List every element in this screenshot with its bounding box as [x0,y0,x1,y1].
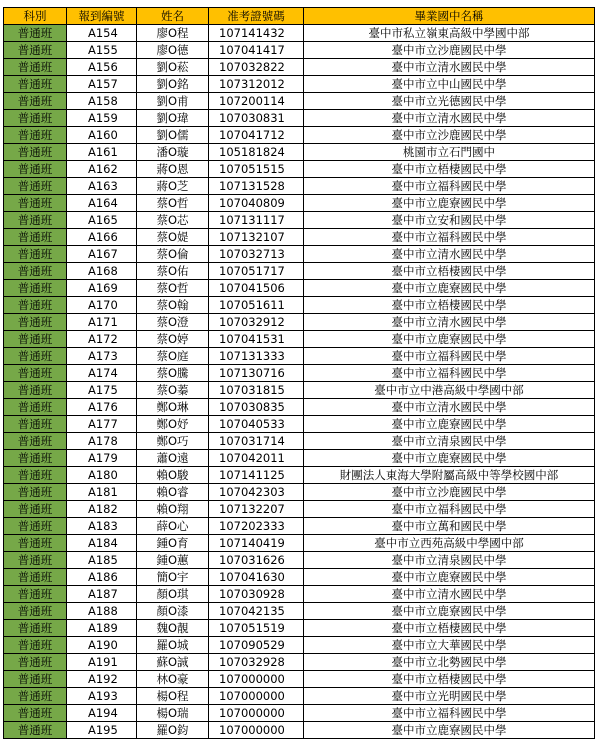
exam-number-cell: 107032928 [209,654,304,671]
table-row [4,195,595,212]
student-name-cell: 楊O程 [137,688,209,705]
department-cell: 普通班 [4,110,67,127]
student-name-cell: 蔡O庭 [137,348,209,365]
exam-number-cell: 107131528 [209,178,304,195]
school-name-cell: 臺中市立安和國民中學 [304,212,595,229]
student-name-cell: 蔡O倫 [137,246,209,263]
exam-number-cell: 107132207 [209,501,304,518]
school-name-cell: 臺中市立福科國民中學 [304,229,595,246]
exam-number-cell: 107000000 [209,722,304,739]
school-name-cell: 臺中市立光明國民中學 [304,688,595,705]
department-cell: 普通班 [4,382,67,399]
exam-number-cell: 107130716 [209,365,304,382]
student-name-cell: 薛O心 [137,518,209,535]
school-name-cell: 臺中市立梧棲國民中學 [304,161,595,178]
school-name-cell: 臺中市立梧棲國民中學 [304,620,595,637]
school-name-cell: 財團法人東海大學附屬高級中等學校國中部 [304,467,595,484]
registration-table [3,7,595,739]
table-row [4,484,595,501]
department-cell: 普通班 [4,144,67,161]
student-name-cell: 魏O靚 [137,620,209,637]
check-in-number-cell: A169 [67,280,137,297]
table-row [4,161,595,178]
exam-number-cell: 107041712 [209,127,304,144]
table-row [4,212,595,229]
school-name-cell: 臺中市立鹿寮國民中學 [304,280,595,297]
school-name-cell: 臺中市私立嶺東高級中學國中部 [304,25,595,42]
student-name-cell: 羅O鈞 [137,722,209,739]
check-in-number-cell: A156 [67,59,137,76]
school-name-cell: 臺中市立清水國民中學 [304,246,595,263]
check-in-number-cell: A179 [67,450,137,467]
department-cell: 普通班 [4,297,67,314]
exam-number-cell: 107042011 [209,450,304,467]
school-name-cell: 臺中市立福科國民中學 [304,705,595,722]
student-name-cell: 劉O銘 [137,76,209,93]
check-in-number-cell: A177 [67,416,137,433]
table-row [4,110,595,127]
table-row [4,705,595,722]
department-cell: 普通班 [4,688,67,705]
exam-number-cell: 107041531 [209,331,304,348]
check-in-number-cell: A189 [67,620,137,637]
exam-number-cell: 107000000 [209,688,304,705]
exam-number-cell: 107051519 [209,620,304,637]
table-row [4,280,595,297]
department-cell: 普通班 [4,484,67,501]
table-row [4,127,595,144]
table-row [4,603,595,620]
table-row [4,348,595,365]
exam-number-cell: 107031714 [209,433,304,450]
department-cell: 普通班 [4,586,67,603]
department-cell: 普通班 [4,229,67,246]
student-name-cell: 廖O程 [137,25,209,42]
exam-number-cell: 107041417 [209,42,304,59]
table-row [4,518,595,535]
check-in-number-cell: A166 [67,229,137,246]
department-cell: 普通班 [4,399,67,416]
table-body [4,25,595,739]
header-name: 姓名 [137,8,209,25]
student-name-cell: 賴O睿 [137,484,209,501]
table-row [4,263,595,280]
table-row [4,178,595,195]
department-cell: 普通班 [4,637,67,654]
check-in-number-cell: A163 [67,178,137,195]
table-row [4,297,595,314]
student-name-cell: 鄭O巧 [137,433,209,450]
student-name-cell: 蔡O澄 [137,314,209,331]
check-in-number-cell: A157 [67,76,137,93]
exam-number-cell: 107031626 [209,552,304,569]
exam-number-cell: 107090529 [209,637,304,654]
check-in-number-cell: A181 [67,484,137,501]
school-name-cell: 臺中市立沙鹿國民中學 [304,127,595,144]
student-name-cell: 蔡O哲 [137,280,209,297]
department-cell: 普通班 [4,467,67,484]
table-row [4,382,595,399]
department-cell: 普通班 [4,501,67,518]
school-name-cell: 臺中市立北勢國民中學 [304,654,595,671]
check-in-number-cell: A188 [67,603,137,620]
school-name-cell: 臺中市立福科國民中學 [304,178,595,195]
school-name-cell: 臺中市立沙鹿國民中學 [304,42,595,59]
school-name-cell: 臺中市立福科國民中學 [304,501,595,518]
student-name-cell: 蘇O誠 [137,654,209,671]
check-in-number-cell: A173 [67,348,137,365]
check-in-number-cell: A193 [67,688,137,705]
exam-number-cell: 107042303 [209,484,304,501]
table-row [4,144,595,161]
header-check-in-number: 報到編號 [67,8,137,25]
check-in-number-cell: A191 [67,654,137,671]
student-name-cell: 羅O城 [137,637,209,654]
check-in-number-cell: A185 [67,552,137,569]
check-in-number-cell: A174 [67,365,137,382]
table-header-row [4,8,595,25]
school-name-cell: 臺中市立梧棲國民中學 [304,263,595,280]
check-in-number-cell: A159 [67,110,137,127]
student-name-cell: 蔡O芯 [137,212,209,229]
exam-number-cell: 107041630 [209,569,304,586]
school-name-cell: 臺中市立清水國民中學 [304,59,595,76]
check-in-number-cell: A164 [67,195,137,212]
school-name-cell: 臺中市立清泉國民中學 [304,552,595,569]
check-in-number-cell: A168 [67,263,137,280]
school-name-cell: 臺中市立鹿寮國民中學 [304,195,595,212]
department-cell: 普通班 [4,552,67,569]
table-row [4,76,595,93]
department-cell: 普通班 [4,59,67,76]
exam-number-cell: 107202333 [209,518,304,535]
table-row [4,467,595,484]
exam-number-cell: 107040533 [209,416,304,433]
student-name-cell: 蔡O婷 [137,331,209,348]
check-in-number-cell: A171 [67,314,137,331]
school-name-cell: 臺中市立清水國民中學 [304,399,595,416]
check-in-number-cell: A176 [67,399,137,416]
table-row [4,501,595,518]
table-row [4,552,595,569]
school-name-cell: 臺中市立清水國民中學 [304,110,595,127]
student-name-cell: 蔣O恩 [137,161,209,178]
check-in-number-cell: A180 [67,467,137,484]
exam-number-cell: 107032713 [209,246,304,263]
student-name-cell: 潘O璇 [137,144,209,161]
student-name-cell: 賴O翔 [137,501,209,518]
check-in-number-cell: A184 [67,535,137,552]
table-row [4,331,595,348]
table-row [4,93,595,110]
check-in-number-cell: A161 [67,144,137,161]
department-cell: 普通班 [4,42,67,59]
school-name-cell: 臺中市立清泉國民中學 [304,433,595,450]
table-row [4,637,595,654]
exam-number-cell: 107140419 [209,535,304,552]
student-name-cell: 廖O德 [137,42,209,59]
student-name-cell: 蔣O芝 [137,178,209,195]
student-name-cell: 劉O瑋 [137,110,209,127]
department-cell: 普通班 [4,25,67,42]
check-in-number-cell: A154 [67,25,137,42]
department-cell: 普通班 [4,331,67,348]
header-department: 科別 [4,8,67,25]
school-name-cell: 臺中市立福科國民中學 [304,365,595,382]
check-in-number-cell: A160 [67,127,137,144]
school-name-cell: 臺中市立梧棲國民中學 [304,671,595,688]
student-name-cell: 楊O瑞 [137,705,209,722]
department-cell: 普通班 [4,365,67,382]
check-in-number-cell: A183 [67,518,137,535]
department-cell: 普通班 [4,127,67,144]
department-cell: 普通班 [4,246,67,263]
check-in-number-cell: A182 [67,501,137,518]
header-exam-number: 准考證號碼 [209,8,304,25]
school-name-cell: 臺中市立鹿寮國民中學 [304,331,595,348]
table-row [4,688,595,705]
school-name-cell: 臺中市立鹿寮國民中學 [304,569,595,586]
school-name-cell: 臺中市立中港高級中學國中部 [304,382,595,399]
exam-number-cell: 107200114 [209,93,304,110]
department-cell: 普通班 [4,416,67,433]
student-name-cell: 蔡O蓁 [137,382,209,399]
department-cell: 普通班 [4,93,67,110]
table-row [4,246,595,263]
department-cell: 普通班 [4,620,67,637]
school-name-cell: 臺中市立中山國民中學 [304,76,595,93]
check-in-number-cell: A167 [67,246,137,263]
table-row [4,25,595,42]
exam-number-cell: 105181824 [209,144,304,161]
exam-number-cell: 107131333 [209,348,304,365]
school-name-cell: 臺中市立清水國民中學 [304,314,595,331]
student-name-cell: 鍾O蕙 [137,552,209,569]
department-cell: 普通班 [4,195,67,212]
school-name-cell: 臺中市立梧棲國民中學 [304,297,595,314]
school-name-cell: 臺中市立鹿寮國民中學 [304,416,595,433]
check-in-number-cell: A170 [67,297,137,314]
student-name-cell: 蔡O媞 [137,229,209,246]
header-school: 畢業國中名稱 [304,8,595,25]
department-cell: 普通班 [4,433,67,450]
table-row [4,433,595,450]
table-row [4,365,595,382]
department-cell: 普通班 [4,263,67,280]
exam-number-cell: 107000000 [209,671,304,688]
check-in-number-cell: A186 [67,569,137,586]
check-in-number-cell: A194 [67,705,137,722]
exam-number-cell: 107032822 [209,59,304,76]
exam-number-cell: 107131117 [209,212,304,229]
student-name-cell: 顏O琪 [137,586,209,603]
student-name-cell: 林O豪 [137,671,209,688]
department-cell: 普通班 [4,535,67,552]
student-name-cell: 簡O宇 [137,569,209,586]
table-row [4,569,595,586]
student-name-cell: 鍾O育 [137,535,209,552]
table-row [4,586,595,603]
exam-number-cell: 107051611 [209,297,304,314]
check-in-number-cell: A162 [67,161,137,178]
check-in-number-cell: A172 [67,331,137,348]
school-name-cell: 臺中市立光德國民中學 [304,93,595,110]
school-name-cell: 臺中市立福科國民中學 [304,348,595,365]
department-cell: 普通班 [4,212,67,229]
exam-number-cell: 107141432 [209,25,304,42]
department-cell: 普通班 [4,348,67,365]
department-cell: 普通班 [4,518,67,535]
school-name-cell: 桃園市立石門國中 [304,144,595,161]
student-name-cell: 賴O駿 [137,467,209,484]
table-row [4,399,595,416]
student-name-cell: 劉O儒 [137,127,209,144]
exam-number-cell: 107041506 [209,280,304,297]
check-in-number-cell: A165 [67,212,137,229]
department-cell: 普通班 [4,705,67,722]
department-cell: 普通班 [4,161,67,178]
department-cell: 普通班 [4,722,67,739]
exam-number-cell: 107030928 [209,586,304,603]
school-name-cell: 臺中市立鹿寮國民中學 [304,603,595,620]
department-cell: 普通班 [4,569,67,586]
table-row [4,620,595,637]
table-row [4,314,595,331]
exam-number-cell: 107051515 [209,161,304,178]
department-cell: 普通班 [4,654,67,671]
table-row [4,229,595,246]
table-row [4,722,595,739]
check-in-number-cell: A190 [67,637,137,654]
table-row [4,535,595,552]
exam-number-cell: 107312012 [209,76,304,93]
exam-number-cell: 107042135 [209,603,304,620]
exam-number-cell: 107141125 [209,467,304,484]
school-name-cell: 臺中市立鹿寮國民中學 [304,722,595,739]
exam-number-cell: 107032912 [209,314,304,331]
school-name-cell: 臺中市立大華國民中學 [304,637,595,654]
table-row [4,42,595,59]
exam-number-cell: 107051717 [209,263,304,280]
student-name-cell: 劉O甫 [137,93,209,110]
school-name-cell: 臺中市立西苑高級中學國中部 [304,535,595,552]
student-name-cell: 蔡O翰 [137,297,209,314]
student-name-cell: 顏O漆 [137,603,209,620]
exam-number-cell: 107040809 [209,195,304,212]
exam-number-cell: 107031815 [209,382,304,399]
department-cell: 普通班 [4,280,67,297]
table-row [4,59,595,76]
check-in-number-cell: A187 [67,586,137,603]
table-row [4,416,595,433]
table-row [4,654,595,671]
check-in-number-cell: A175 [67,382,137,399]
student-name-cell: 鄭O妤 [137,416,209,433]
department-cell: 普通班 [4,178,67,195]
department-cell: 普通班 [4,76,67,93]
check-in-number-cell: A158 [67,93,137,110]
school-name-cell: 臺中市立鹿寮國民中學 [304,450,595,467]
department-cell: 普通班 [4,314,67,331]
exam-number-cell: 107132107 [209,229,304,246]
student-name-cell: 蕭O遠 [137,450,209,467]
exam-number-cell: 107030835 [209,399,304,416]
department-cell: 普通班 [4,450,67,467]
department-cell: 普通班 [4,603,67,620]
check-in-number-cell: A155 [67,42,137,59]
exam-number-cell: 107000000 [209,705,304,722]
school-name-cell: 臺中市立沙鹿國民中學 [304,484,595,501]
student-name-cell: 鄭O琳 [137,399,209,416]
table-row [4,450,595,467]
student-name-cell: 蔡O佑 [137,263,209,280]
student-name-cell: 蔡O哲 [137,195,209,212]
check-in-number-cell: A178 [67,433,137,450]
table-row [4,671,595,688]
student-name-cell: 蔡O騰 [137,365,209,382]
department-cell: 普通班 [4,671,67,688]
check-in-number-cell: A192 [67,671,137,688]
check-in-number-cell: A195 [67,722,137,739]
exam-number-cell: 107030831 [209,110,304,127]
school-name-cell: 臺中市立清水國民中學 [304,586,595,603]
school-name-cell: 臺中市立萬和國民中學 [304,518,595,535]
student-name-cell: 劉O菘 [137,59,209,76]
